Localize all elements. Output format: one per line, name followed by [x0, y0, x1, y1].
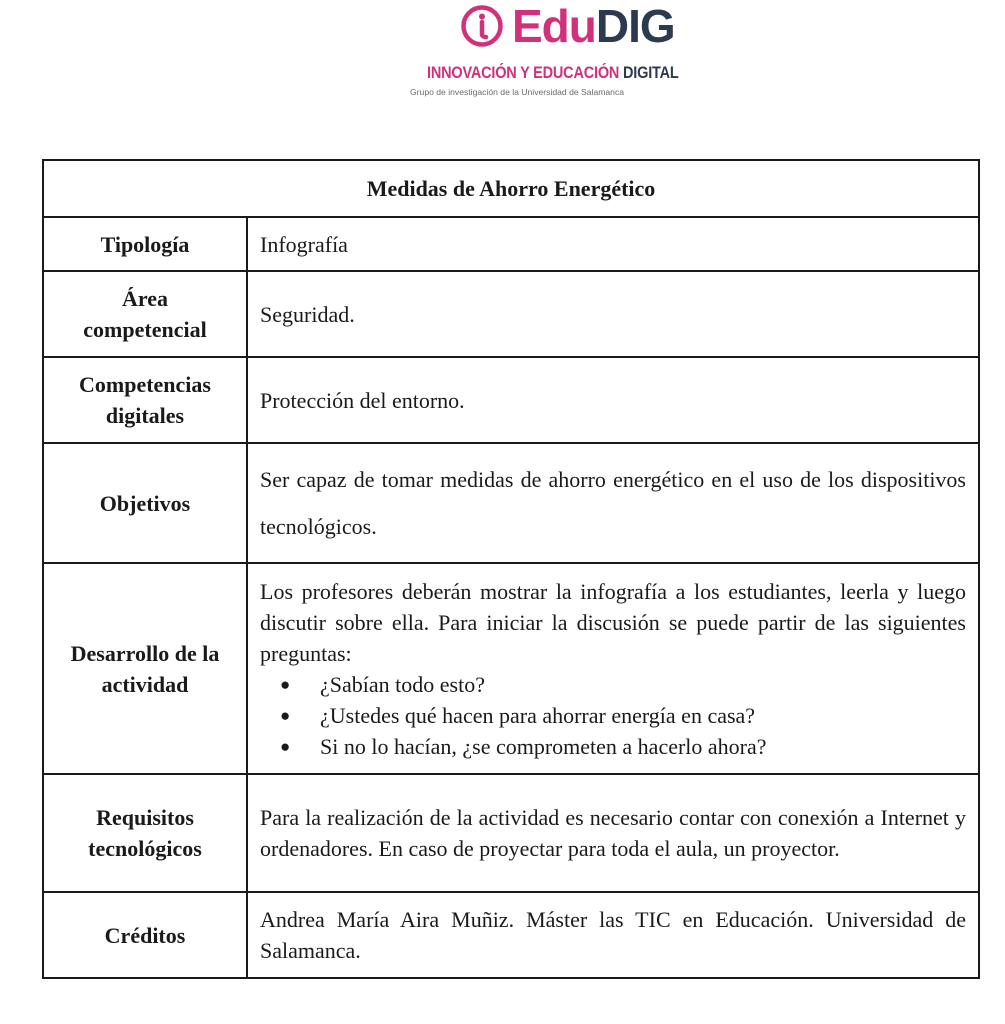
edudig-logo	[400, 0, 679, 100]
label-requisitos-line2: tecnológicos	[88, 836, 202, 861]
label-competencias-line1: Competencias	[79, 372, 211, 397]
value-desarrollo	[247, 563, 979, 774]
label-requisitos-line1: Requisitos	[96, 805, 194, 830]
label-tipologia: Tipología	[43, 217, 247, 271]
row-objetivos	[43, 443, 979, 563]
question-item: ● ¿Sabían todo esto?	[320, 669, 966, 700]
desarrollo-intro: Los profesores deberán mostrar la infografía a los estudiantes, leerla y luego discutir sobre ella. Para iniciar la discusión se puede partir de las siguientes preguntas:	[260, 578, 966, 666]
row-competencias-digitales	[43, 357, 979, 443]
row-creditos	[43, 892, 979, 978]
logo-tagline-navy: DIGITAL	[623, 64, 679, 83]
label-area-competencial	[43, 271, 247, 357]
label-creditos: Créditos	[43, 892, 247, 978]
label-requisitos	[43, 774, 247, 892]
row-area-competencial	[43, 271, 979, 357]
question-item: ● Si no lo hacían, ¿se comprometen a hacerlo ahora?	[320, 731, 966, 762]
logo-tagline-pink: INNOVACIÓN Y EDUCACIÓN	[427, 64, 620, 83]
edudig-logo-mark-icon	[460, 4, 504, 48]
row-tipologia	[43, 217, 979, 271]
value-creditos: Andrea María Aira Muñiz. Máster las TIC en Educación. Universidad de Salamanca.	[247, 892, 979, 978]
label-competencias-line2: digitales	[105, 403, 185, 428]
label-desarrollo-line1: Desarrollo de la	[70, 640, 220, 666]
value-competencias-digitales: Protección del entorno.	[247, 357, 979, 443]
row-desarrollo	[43, 563, 979, 774]
value-area-competencial: Seguridad.	[247, 271, 979, 357]
value-tipologia: Infografía	[247, 217, 979, 271]
value-objetivos: Ser capaz de tomar medidas de ahorro energético en el uso de los dispositivos tecnológicos.	[247, 443, 979, 563]
label-competencias-digitales	[43, 357, 247, 443]
label-area-line2: competencial	[83, 317, 207, 342]
row-requisitos	[43, 774, 979, 892]
logo-tagline	[427, 64, 679, 82]
value-requisitos: Para la realización de la actividad es necesario contar con conexión a Internet y ordenadores. En caso de proyectar para toda el aula, un proyector.	[247, 774, 979, 892]
sheet-title: Medidas de Ahorro Energético	[43, 160, 979, 217]
title-row	[43, 160, 979, 217]
question-item: ● ¿Ustedes qué hacen para ahorrar energía en casa?	[320, 700, 966, 731]
logo-word-edu: Edu	[512, 0, 596, 52]
label-objetivos: Objetivos	[43, 443, 247, 563]
logo-wordmark	[512, 0, 675, 52]
label-area-line1: Área	[121, 286, 169, 311]
logo-subtitle: Grupo de investigación de la Universidad de Salamanca	[410, 87, 625, 97]
logo-word-dig: DIG	[595, 0, 675, 52]
label-desarrollo	[43, 563, 247, 774]
activity-sheet-table	[42, 159, 980, 979]
question-list	[260, 669, 966, 762]
label-desarrollo-line2: actividad	[101, 671, 189, 697]
